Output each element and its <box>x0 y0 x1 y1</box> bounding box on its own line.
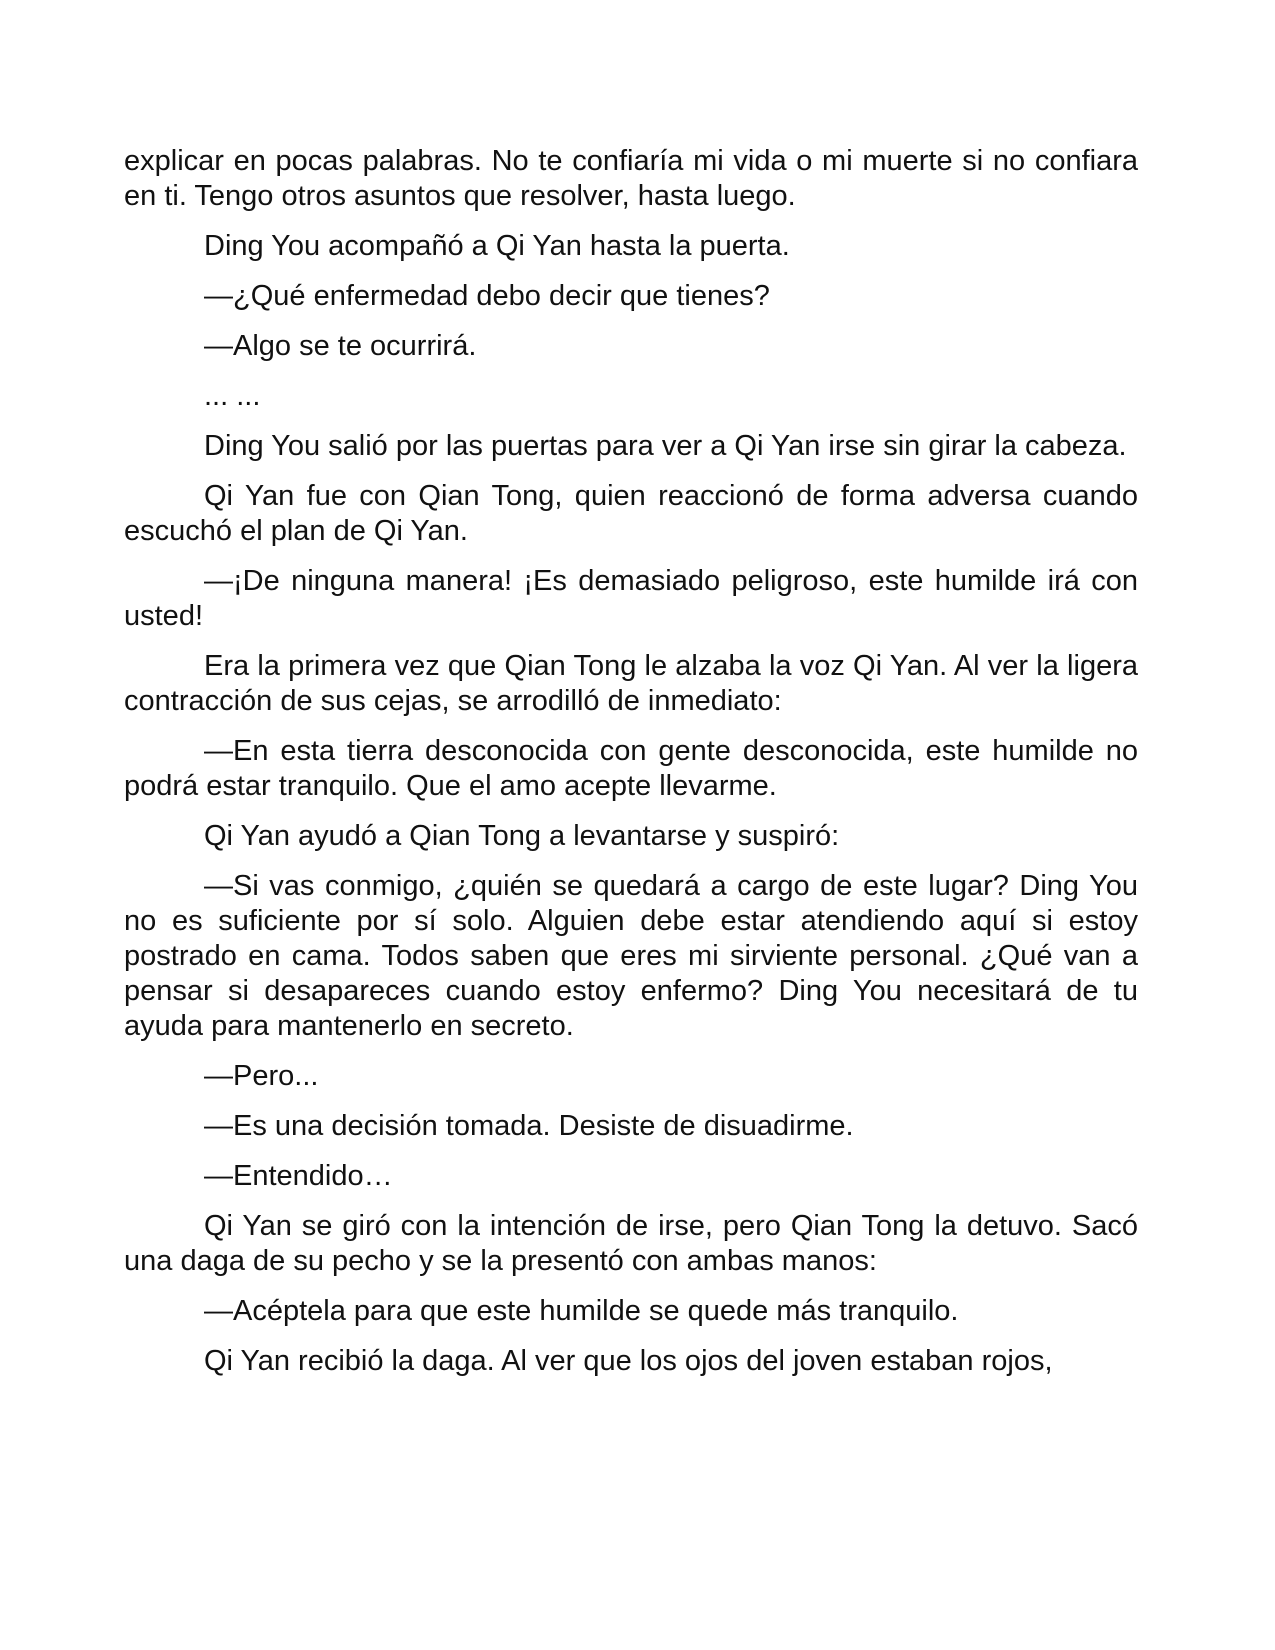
paragraph: Ding You acompañó a Qi Yan hasta la puerta. <box>204 230 790 262</box>
paragraph: Qi Yan ayudó a Qian Tong a levantarse y suspiró: <box>204 820 840 852</box>
paragraph-dialogue: —Es una decisión tomada. Desiste de disuadirme. <box>204 1110 854 1142</box>
paragraph-dialogue: —Acéptela para que este humilde se quede más tranquilo. <box>204 1295 959 1327</box>
paragraph: Ding You salió por las puertas para ver a Qi Yan irse sin girar la cabeza. <box>204 430 1127 462</box>
paragraph-continuation: explicar en pocas palabras. No te confiaría mi vida o mi muerte si no confiara en ti. Tengo otros asuntos que resolver, hasta luego. <box>124 145 1138 212</box>
paragraph: Qi Yan fue con Qian Tong, quien reaccionó de forma adversa cuando escuchó el plan de Qi Yan. <box>124 480 1138 547</box>
paragraph-dialogue: —En esta tierra desconocida con gente desconocida, este humilde no podrá estar tranquilo. Que el amo acepte llevarme. <box>124 735 1138 802</box>
paragraph-ellipsis: ... ... <box>204 380 261 412</box>
paragraph-dialogue: —Algo se te ocurrirá. <box>204 330 477 362</box>
paragraph: Qi Yan recibió la daga. Al ver que los ojos del joven estaban rojos, <box>204 1345 1053 1377</box>
paragraph-dialogue: —¡De ninguna manera! ¡Es demasiado peligroso, este humilde irá con usted! <box>124 565 1138 632</box>
paragraph-dialogue: —Pero... <box>204 1060 319 1092</box>
page-body <box>124 144 1138 1394</box>
paragraph-dialogue: —Si vas conmigo, ¿quién se quedará a cargo de este lugar? Ding You no es suficiente por sí solo. Alguien debe estar atendiendo aquí si estoy postrado en cama. Todos saben que eres mi sirviente personal. ¿Qué van a pensar si desapareces cuando estoy enfermo? Ding You necesitará de tu ayuda para mantenerlo en secreto. <box>124 870 1138 1042</box>
paragraph-dialogue: —¿Qué enfermedad debo decir que tienes? <box>204 280 770 312</box>
paragraph-dialogue: —Entendido… <box>204 1160 393 1192</box>
paragraph: Era la primera vez que Qian Tong le alzaba la voz Qi Yan. Al ver la ligera contracción de sus cejas, se arrodilló de inmediato: <box>124 650 1138 717</box>
paragraph: Qi Yan se giró con la intención de irse, pero Qian Tong la detuvo. Sacó una daga de su pecho y se la presentó con ambas manos: <box>124 1210 1138 1277</box>
